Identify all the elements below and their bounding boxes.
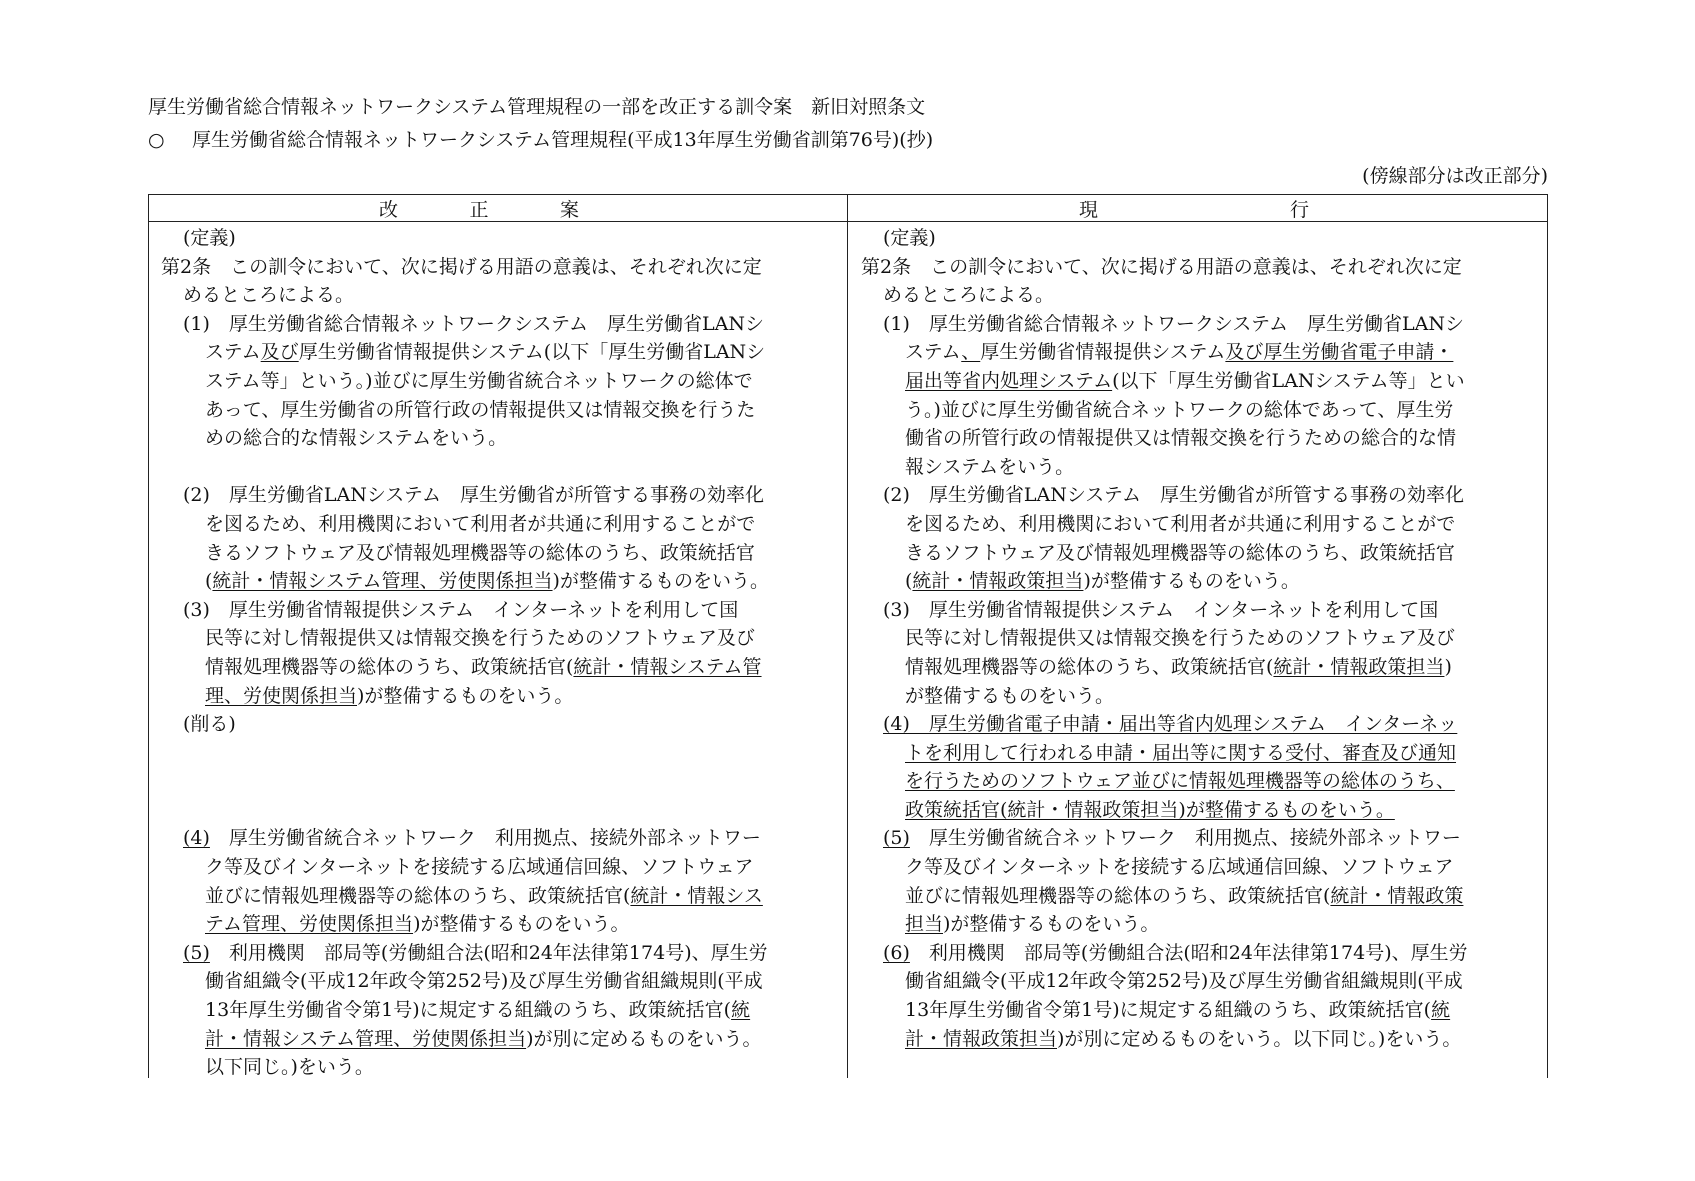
text-line: (2) 厚生労働省LANシステム 厚生労働省が所管する事務の効率化: [183, 484, 764, 507]
amended-text: 統: [1431, 999, 1451, 1022]
header-char: 改: [379, 198, 399, 221]
text-line: 13年厚生労働省令第1号)に規定する組織のうち、政策統括官(統: [905, 999, 1451, 1022]
amended-text: 統計・情報シス: [630, 884, 763, 907]
text-line: ステム、厚生労働省情報提供システム及び厚生労働省電子申請・: [905, 341, 1454, 364]
text-line: めるところによる。: [883, 284, 1055, 307]
text-line: 理、労使関係担当)が整備するものをいう。: [205, 684, 574, 707]
text-line: 第2条 この訓令において、次に掲げる用語の意義は、それぞれ次に定: [861, 255, 1462, 278]
circle-mark: ○: [148, 129, 165, 151]
text-line: [861, 767, 1541, 796]
current-column: [861, 224, 1541, 1053]
amended-text: を行うためのソフトウェア並びに情報処理機器等の総体のうち、: [905, 770, 1455, 793]
text-line: [861, 796, 1541, 825]
text-line: (1) 厚生労働省総合情報ネットワークシステム 厚生労働省LANシ: [883, 312, 1464, 335]
text-line: ク等及びインターネットを接続する広域通信回線、ソフトウェア: [905, 856, 1454, 879]
table-header: [149, 194, 1547, 222]
text-line: 働省の所管行政の情報提供又は情報交換を行うための総合的な情: [905, 427, 1457, 450]
text-line: きるソフトウェア及び情報処理機器等の総体のうち、政策統括官: [205, 541, 755, 564]
text-line: が整備するものをいう。: [905, 684, 1115, 707]
revised-column: [161, 224, 841, 1082]
text-line: (削る): [183, 713, 236, 736]
header-char: 現: [1079, 198, 1099, 221]
text-line: (統計・情報政策担当)が整備するものをいう。: [905, 570, 1300, 593]
amended-text: 及び厚生労働省電子申請・: [1225, 341, 1454, 364]
header-current: [1079, 195, 1309, 221]
text-line: きるソフトウェア及び情報処理機器等の総体のうち、政策統括官: [905, 541, 1455, 564]
amended-text: 統計・情報政策担当: [1273, 655, 1445, 678]
text-line: 情報処理機器等の総体のうち、政策統括官(統計・情報政策担当): [905, 655, 1452, 678]
amended-text: 統計・情報政策担当: [912, 570, 1084, 593]
text-line: 情報処理機器等の総体のうち、政策統括官(統計・情報システム管: [205, 655, 762, 678]
text-line: (6) 利用機関 部局等(労働組合法(昭和24年法律第174号)、厚生労: [883, 941, 1468, 964]
text-line: を図るため、利用機関において利用者が共通に利用することがで: [205, 512, 756, 535]
text-line: (2) 厚生労働省LANシステム 厚生労働省が所管する事務の効率化: [883, 484, 1464, 507]
text-line: ステム及び厚生労働省情報提供システム(以下「厚生労働省LANシ: [205, 341, 766, 364]
amended-text: 届出等省内処理システム: [905, 369, 1113, 392]
text-line: 民等に対し情報提供又は情報交換を行うためのソフトウェア及び: [905, 627, 1455, 650]
underline-note: (傍線部分は改正部分): [1362, 165, 1548, 187]
amended-text: (4): [183, 827, 210, 850]
text-line: テム管理、労使関係担当)が整備するものをいう。: [205, 913, 630, 936]
text-line: (5) 利用機関 部局等(労働組合法(昭和24年法律第174号)、厚生労: [183, 941, 768, 964]
subtitle-text: 厚生労働省総合情報ネットワークシステム管理規程(平成13年厚生労働省訓第76号)(抄): [192, 129, 934, 151]
text-line: (定義): [183, 227, 236, 249]
text-line: 並びに情報処理機器等の総体のうち、政策統括官(統計・情報シス: [205, 884, 763, 907]
header-char: 案: [559, 198, 579, 221]
amended-text: (5): [883, 827, 910, 850]
amended-text: 及び: [260, 341, 299, 364]
amended-text: 統計・情報政策: [1330, 884, 1464, 907]
text-line: 第2条 この訓令において、次に掲げる用語の意義は、それぞれ次に定: [161, 255, 762, 278]
amended-text: 統計・情報システム管: [573, 655, 762, 678]
text-line: 報システムをいう。: [905, 455, 1075, 478]
text-line: (3) 厚生労働省情報提供システム インターネットを利用して国: [183, 598, 739, 621]
text-line: 働省組織令(平成12年政令第252号)及び厚生労働省組織規則(平成: [205, 970, 763, 993]
column-divider: [847, 194, 848, 1078]
text-line: 計・情報システム管理、労使関係担当)が別に定めるものをいう。: [205, 1027, 762, 1050]
amended-text: 政策統括官(統計・情報政策担当)が整備するものをいう。: [905, 798, 1395, 821]
amended-text: 、: [961, 341, 981, 364]
text-line: 以下同じ。)をいう。: [205, 1056, 374, 1079]
amended-text: 統: [731, 999, 751, 1022]
comparison-table: [148, 194, 1548, 1078]
text-line: (1) 厚生労働省総合情報ネットワークシステム 厚生労働省LANシ: [183, 312, 764, 335]
text-line: 届出等省内処理システム(以下「厚生労働省LANシステム等」とい: [905, 369, 1465, 392]
text-line: めの総合的な情報システムをいう。: [205, 427, 508, 450]
amended-text: (4) 厚生労働省電子申請・届出等省内処理システム インターネッ: [883, 713, 1458, 736]
text-line: [861, 739, 1541, 768]
text-line: ク等及びインターネットを接続する広域通信回線、ソフトウェア: [205, 856, 754, 879]
amended-text: 計・情報政策担当: [905, 1027, 1058, 1050]
text-line: (5) 厚生労働省統合ネットワーク 利用拠点、接続外部ネットワー: [883, 827, 1461, 850]
header-char: 正: [469, 198, 489, 221]
text-line: を図るため、利用機関において利用者が共通に利用することがで: [905, 512, 1456, 535]
amended-text: (6): [883, 941, 910, 964]
amended-text: 統計・情報システム管理、労使関係担当: [212, 570, 553, 593]
amended-text: 計・情報システム管理、労使関係担当: [205, 1027, 527, 1050]
document-subtitle: [148, 128, 933, 152]
text-line: (統計・情報システム管理、労使関係担当)が整備するものをいう。: [205, 570, 769, 593]
text-line: 担当)が整備するものをいう。: [905, 913, 1160, 936]
text-line: [861, 710, 1541, 739]
document-title: 厚生労働省総合情報ネットワークシステム管理規程の一部を改正する訓令案 新旧対照条文: [148, 96, 926, 118]
header-revised: [379, 195, 579, 221]
amended-text: 担当: [905, 913, 944, 936]
text-line: 計・情報政策担当)が別に定めるものをいう。以下同じ。)をいう。: [905, 1027, 1462, 1050]
text-line: 13年厚生労働省令第1号)に規定する組織のうち、政策統括官(統: [205, 999, 751, 1022]
amended-text: (5): [183, 941, 210, 964]
text-line: (定義): [883, 227, 936, 249]
text-line: ステム等」という。)並びに厚生労働省統合ネットワークの総体で: [205, 369, 753, 392]
amended-text: 理、労使関係担当: [205, 684, 358, 707]
text-line: 働省組織令(平成12年政令第252号)及び厚生労働省組織規則(平成: [905, 970, 1463, 993]
text-line: 民等に対し情報提供又は情報交換を行うためのソフトウェア及び: [205, 627, 755, 650]
amended-text: トを利用して行われる申請・届出等に関する受付、審査及び通知: [905, 741, 1457, 764]
text-line: めるところによる。: [183, 284, 355, 307]
text-line: 並びに情報処理機器等の総体のうち、政策統括官(統計・情報政策: [905, 884, 1464, 907]
text-line: (3) 厚生労働省情報提供システム インターネットを利用して国: [883, 598, 1439, 621]
text-line: (4) 厚生労働省統合ネットワーク 利用拠点、接続外部ネットワー: [183, 827, 761, 850]
text-line: あって、厚生労働省の所管行政の情報提供又は情報交換を行うた: [205, 398, 756, 421]
header-char: 行: [1289, 198, 1309, 221]
amended-text: テム管理、労使関係担当: [205, 913, 414, 936]
text-line: う。)並びに厚生労働省統合ネットワークの総体であって、厚生労: [905, 398, 1454, 421]
